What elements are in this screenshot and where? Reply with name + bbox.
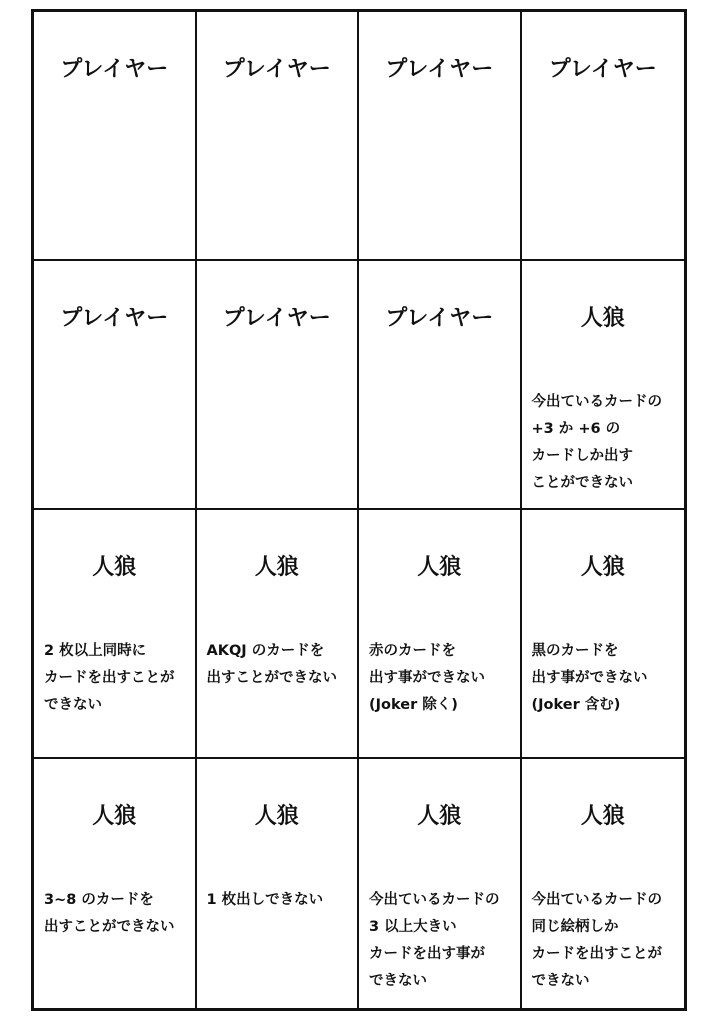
card-rule-text: 3~8 のカードを 出すことができない bbox=[44, 892, 175, 935]
werewolf-card bbox=[522, 759, 685, 1008]
card-title: プレイヤー bbox=[222, 57, 331, 82]
card-sheet bbox=[31, 9, 687, 1011]
werewolf-card bbox=[359, 759, 522, 1008]
player-card bbox=[359, 261, 522, 510]
werewolf-card bbox=[34, 759, 197, 1008]
card-rule-text: 赤のカードを 出す事ができない (Joker 除く) bbox=[369, 643, 485, 713]
card-title: 人狼 bbox=[92, 804, 137, 829]
card-title: プレイヤー bbox=[548, 57, 657, 82]
card-title: プレイヤー bbox=[222, 306, 331, 331]
card-rule-text: 今出ているカードの +3 か +6 の カードしか出す ことができない bbox=[531, 394, 662, 491]
card-title: 人狼 bbox=[580, 555, 625, 580]
werewolf-card bbox=[359, 510, 522, 759]
card-title: 人狼 bbox=[417, 804, 462, 829]
card-title: 人狼 bbox=[580, 306, 625, 331]
card-title: 人狼 bbox=[417, 555, 462, 580]
player-card bbox=[522, 12, 685, 261]
card-title: 人狼 bbox=[92, 555, 137, 580]
card-title: プレイヤー bbox=[385, 306, 494, 331]
card-title: プレイヤー bbox=[60, 306, 169, 331]
card-rule-text: 黒のカードを 出す事ができない (Joker 含む) bbox=[531, 643, 648, 713]
player-card bbox=[197, 12, 360, 261]
werewolf-card bbox=[34, 510, 197, 759]
card-title: プレイヤー bbox=[60, 57, 169, 82]
card-rule-text: 1 枚出しできない bbox=[206, 892, 324, 908]
card-rule-text: 今出ているカードの 同じ絵柄しか カードを出すことが できない bbox=[531, 892, 662, 989]
werewolf-card bbox=[522, 510, 685, 759]
card-rule-text: 今出ているカードの 3 以上大きい カードを出す事が できない bbox=[369, 892, 500, 989]
card-rule-text: 2 枚以上同時に カードを出すことが できない bbox=[44, 643, 175, 713]
card-title: 人狼 bbox=[254, 555, 299, 580]
card-title: 人狼 bbox=[254, 804, 299, 829]
player-card bbox=[197, 261, 360, 510]
player-card bbox=[34, 261, 197, 510]
werewolf-card bbox=[522, 261, 685, 510]
player-card bbox=[359, 12, 522, 261]
card-rule-text: AKQJ のカードを 出すことができない bbox=[206, 643, 337, 686]
player-card bbox=[34, 12, 197, 261]
card-title: 人狼 bbox=[580, 804, 625, 829]
werewolf-card bbox=[197, 510, 360, 759]
card-title: プレイヤー bbox=[385, 57, 494, 82]
werewolf-card bbox=[197, 759, 360, 1008]
